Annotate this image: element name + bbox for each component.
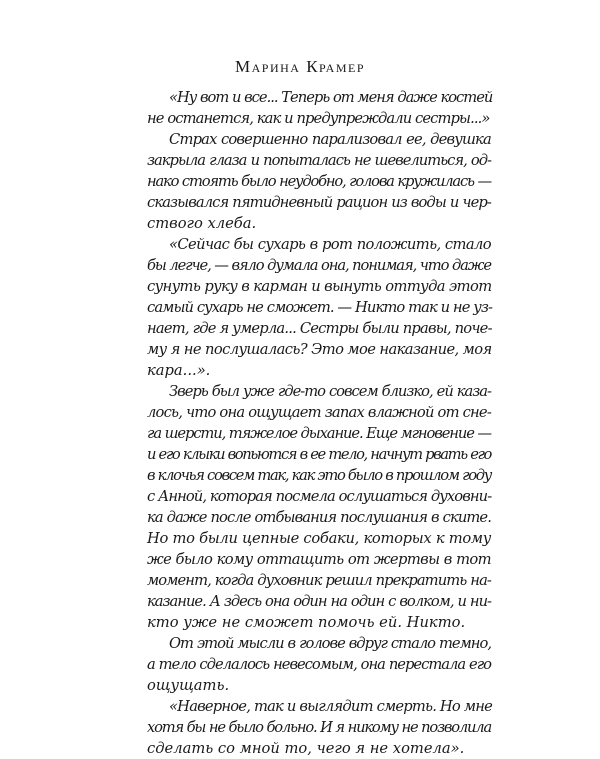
text-line: «Ну вот и все... Теперь от меня даже костей — [169, 89, 493, 106]
text-line: Страх совершенно парализовал ее, девушка — [169, 131, 491, 148]
paragraph — [147, 87, 491, 129]
paragraph — [147, 129, 491, 234]
text-line: и его клыки вопьются в ее тело, начнут рвать его — [147, 446, 491, 463]
text-line: нако стоять было неудобно, голова кружилась — — [147, 173, 491, 190]
body-text — [147, 87, 491, 759]
text-line: закрыла глаза и попыталась не шевелиться, од- — [147, 152, 491, 169]
text-line: Зверь был уже где-то совсем близко, ей каза- — [169, 383, 491, 400]
text-line: в клочья совсем так, как это было в прошлом году — [147, 467, 491, 484]
text-line: а тело сделалось невесомым, она перестала его — [147, 656, 491, 673]
text-line: с Анной, которая посмела ослушаться духовни- — [147, 488, 492, 505]
text-line: бы легче, — вяло думала она, понимая, что даже — [147, 257, 491, 274]
text-line: сказывался пятидневный рацион из воды и чер- — [147, 194, 491, 211]
text-line: Но то были цепные собаки, которых к тому — [147, 530, 491, 547]
text-line: му я не послушалась? Это мое наказание, моя — [147, 341, 492, 358]
text-line: не останется, как и предупреждали сестры...» — [147, 110, 490, 127]
text-line: кто уже не сможет помочь ей. Никто. — [147, 614, 466, 631]
text-line: нает, где я умерла... Сестры были правы, поче- — [147, 320, 492, 337]
text-line: кара...». — [147, 362, 211, 379]
paragraph — [147, 633, 491, 696]
text-line: же было кому оттащить от жертвы в тот — [147, 551, 491, 568]
text-line: «Сейчас бы сухарь в рот положить, стало — [169, 236, 491, 253]
text-line: От этой мысли в голове вдруг стало темно, — [169, 635, 491, 652]
text-line: ощущать. — [147, 677, 230, 694]
text-line: хотя бы не было больно. И я никому не позволила — [147, 719, 491, 736]
text-line: га шерсти, тяжелое дыхание. Еще мгновение — — [147, 425, 491, 442]
running-head: Марина Крамер — [234, 57, 366, 76]
text-line: самый сухарь не сможет. — Никто так и не уз- — [147, 299, 493, 316]
text-line: «Наверное, так и выглядит смерть. Но мне — [169, 698, 492, 715]
paragraph — [147, 381, 491, 633]
text-line: сунуть руку в карман и вынуть оттуда этот — [147, 278, 492, 295]
text-line: ка даже после отбывания послушания в ските. — [147, 509, 491, 526]
text-line: лось, что она ощущает запах влажной от сне- — [147, 404, 491, 421]
text-line: казание. А здесь она один на один с волком, и ни- — [147, 593, 491, 610]
text-line: ствого хлеба. — [147, 215, 257, 232]
paragraph — [147, 234, 491, 381]
text-line: сделать со мной то, чего я не хотела». — [147, 740, 465, 757]
text-line: момент, когда духовник решил прекратить на- — [147, 572, 491, 589]
